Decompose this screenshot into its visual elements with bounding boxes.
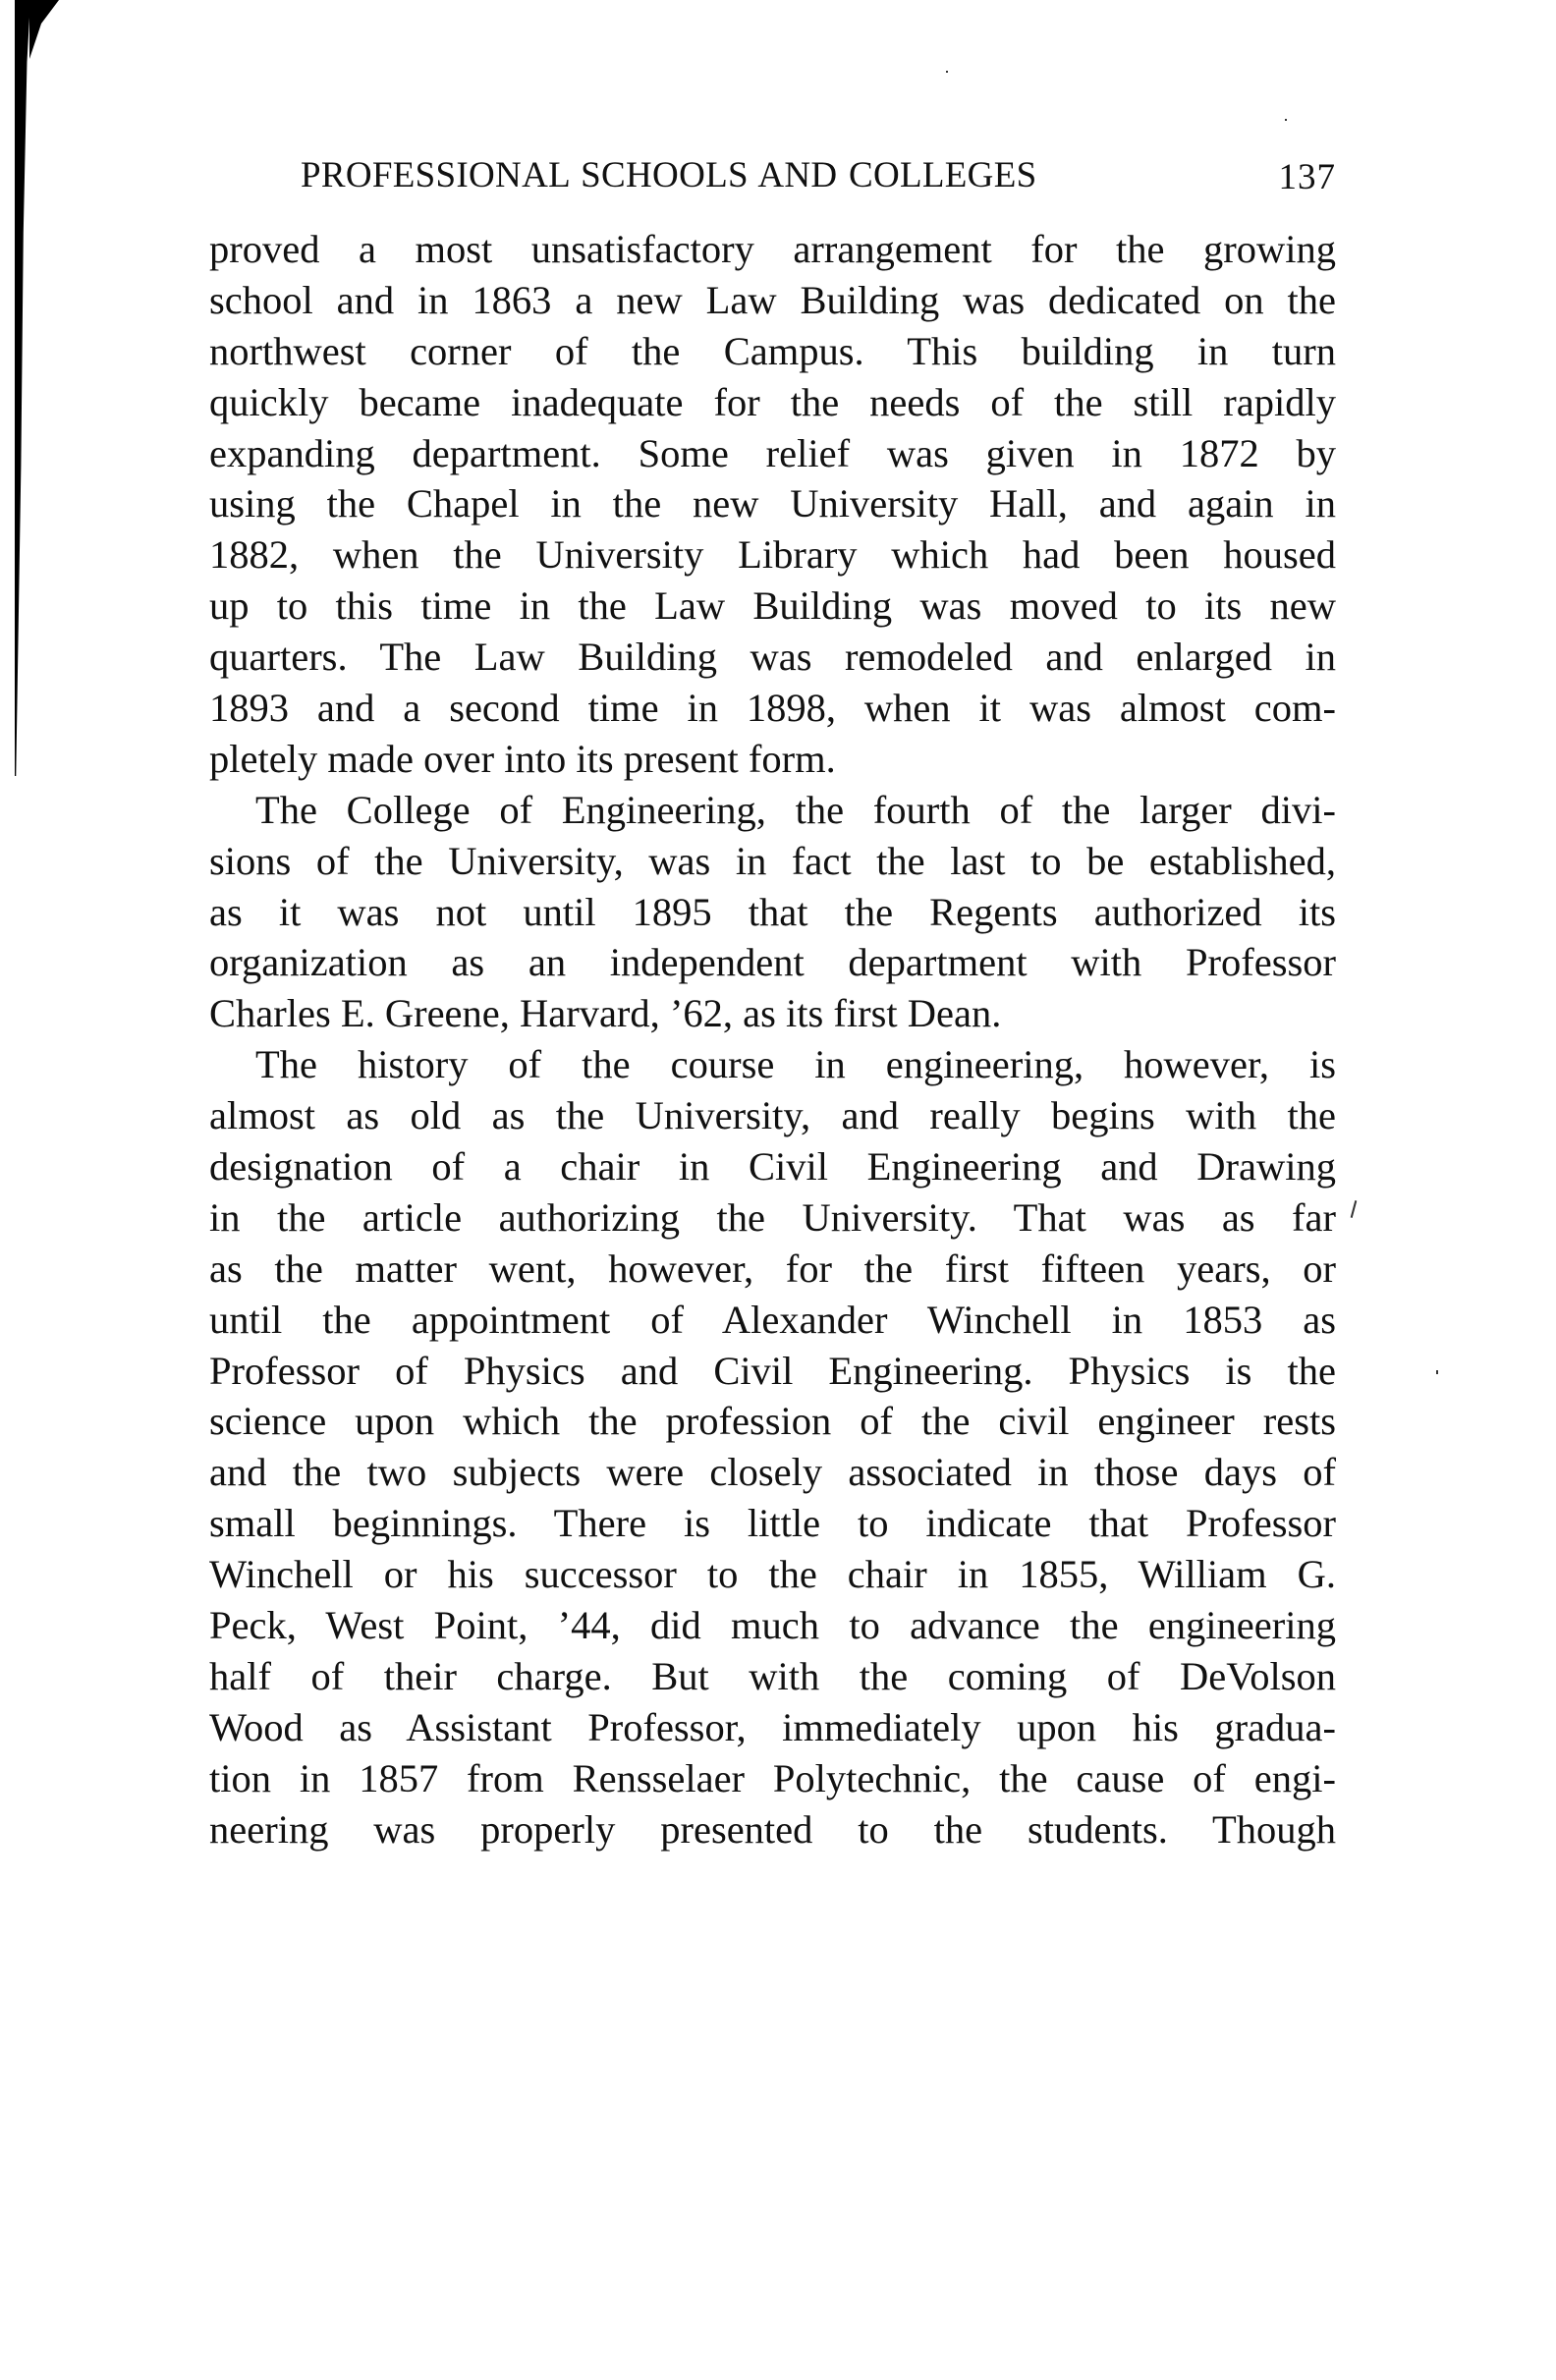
text-line: expanding department. Some relief was given in 1872 by: [209, 430, 1336, 475]
scan-speck: [1351, 1200, 1358, 1218]
scan-speck: [1285, 119, 1287, 121]
text-line: half of their charge. But with the coming of DeVolson: [209, 1653, 1336, 1698]
text-line: 1882, when the University Library which had been housed: [209, 532, 1336, 578]
text-line: and the two subjects were closely associated in those days of: [209, 1450, 1336, 1495]
page-number: 137: [1278, 157, 1336, 197]
text-line: almost as old as the University, and really begins with the: [209, 1093, 1336, 1138]
text-line: pletely made over into its present form.: [209, 736, 836, 781]
text-line: The College of Engineering, the fourth of the larger divi-: [255, 787, 1336, 832]
text-line: quarters. The Law Building was remodeled and enlarged in: [209, 635, 1336, 680]
text-line: small beginnings. There is little to indicate that Professor: [209, 1501, 1336, 1546]
paragraph-2: [209, 785, 1336, 1039]
text-line: organization as an independent department with Professor: [209, 940, 1336, 985]
text-line: up to this time in the Law Building was moved to its new: [209, 583, 1336, 629]
text-line: Professor of Physics and Civil Engineering. Physics is the: [209, 1348, 1336, 1393]
paragraph-1: [209, 224, 1336, 785]
text-line: as it was not until 1895 that the Regents authorized its: [209, 889, 1336, 934]
scan-speck: [1436, 1370, 1438, 1374]
paragraph-3: [209, 1039, 1336, 1854]
text-line: quickly became inadequate for the needs of the still rapidly: [209, 379, 1336, 424]
text-line: proved a most unsatisfactory arrangement for the growing: [209, 227, 1336, 271]
text-line: neering was properly presented to the students. Though: [209, 1806, 1336, 1852]
text-line: Peck, West Point, ’44, did much to advance the engineering: [209, 1603, 1336, 1648]
scan-speck: [946, 71, 948, 73]
text-line: Charles E. Greene, Harvard, ’62, as its first Dean.: [209, 991, 1002, 1036]
text-line: designation of a chair in Civil Engineering and Drawing: [209, 1144, 1336, 1190]
text-line: using the Chapel in the new University Hall, and again in: [209, 481, 1336, 526]
text-line: as the matter went, however, for the first fifteen years, or: [209, 1245, 1336, 1291]
running-head: [209, 154, 1336, 197]
text-line: 1893 and a second time in 1898, when it was almost com-: [209, 686, 1336, 731]
text-line: Winchell or his successor to the chair in 1855, William G.: [209, 1552, 1336, 1597]
body-text: [209, 224, 1336, 1855]
text-line: in the article authorizing the University. That was as far: [209, 1194, 1336, 1240]
text-line: Wood as Assistant Professor, immediately upon his gradua-: [209, 1704, 1336, 1749]
running-head-title: PROFESSIONAL SCHOOLS AND COLLEGES: [301, 155, 1037, 195]
scan-binding-edge-tip: [29, 0, 59, 59]
text-line: science upon which the profession of the civil engineer rests: [209, 1399, 1336, 1444]
text-line: until the appointment of Alexander Winchell in 1853 as: [209, 1297, 1336, 1342]
text-line: sions of the University, was in fact the last to be established,: [209, 838, 1336, 883]
text-line: school and in 1863 a new Law Building was dedicated on the: [209, 277, 1336, 322]
text-line: The history of the course in engineering, however, is: [255, 1042, 1336, 1087]
text-line: tion in 1857 from Rensselaer Polytechnic, the cause of engi-: [209, 1755, 1336, 1800]
text-line: northwest corner of the Campus. This building in turn: [209, 328, 1336, 373]
scan-binding-edge: [15, 0, 30, 776]
